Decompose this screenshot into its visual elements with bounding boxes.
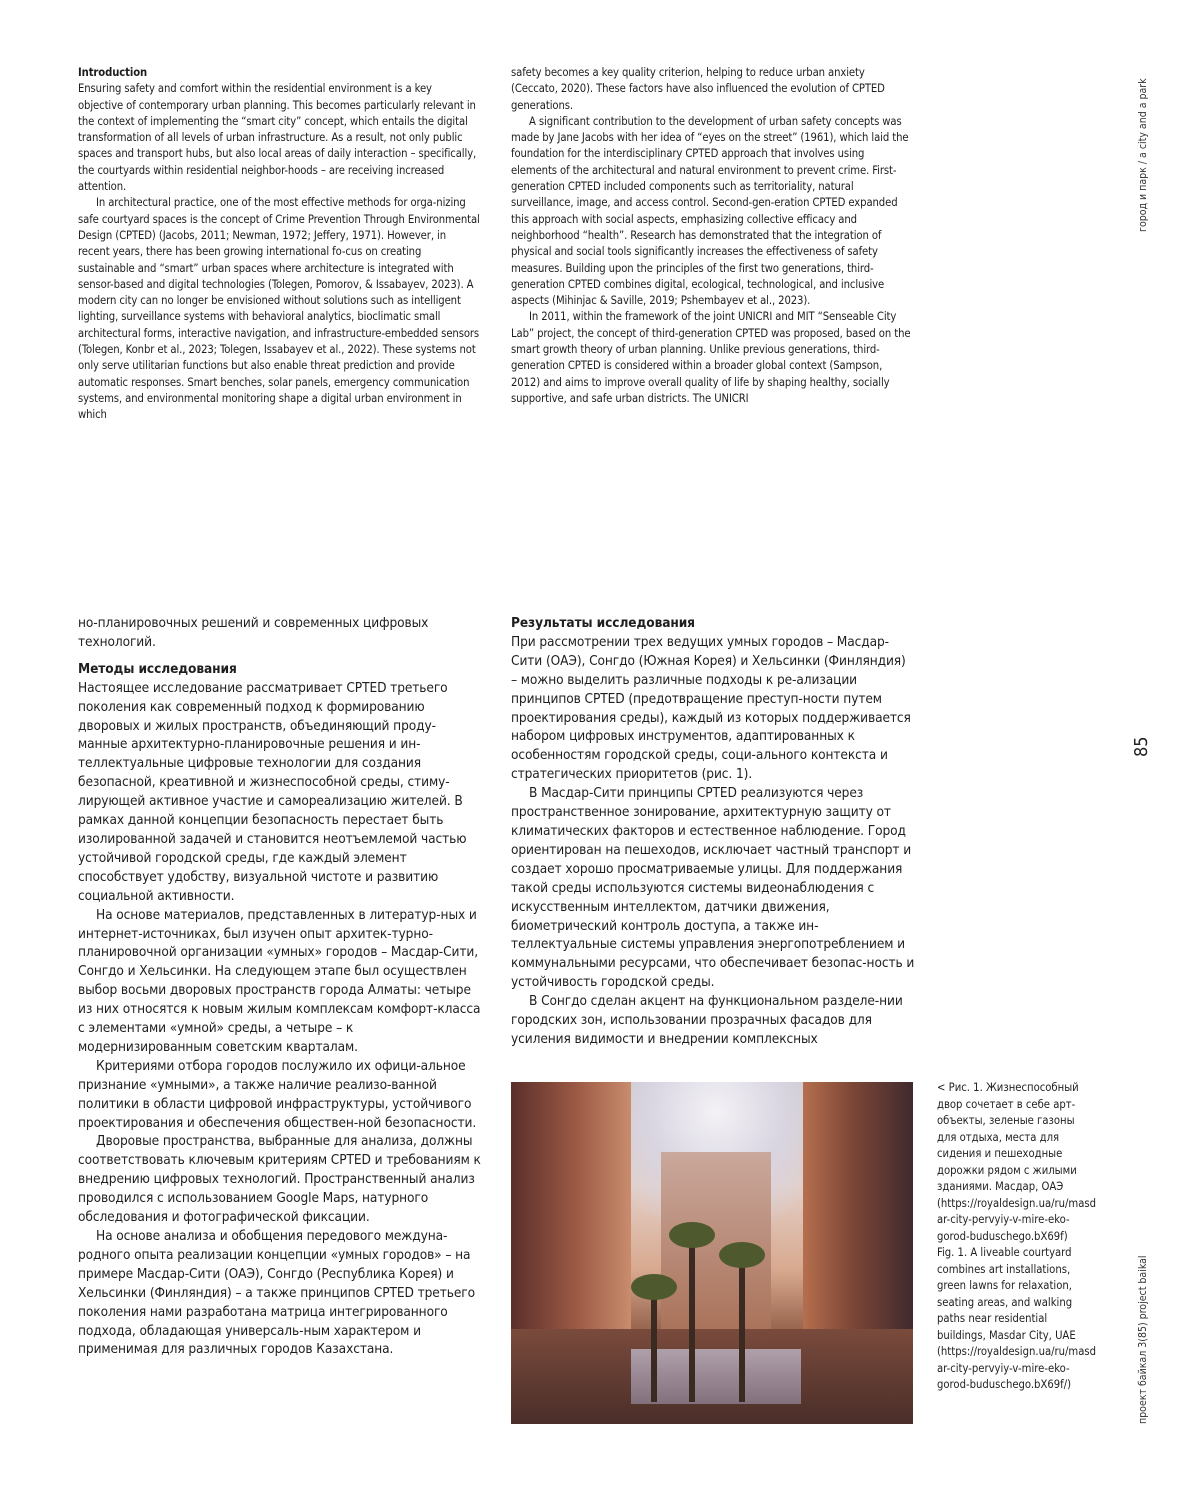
methods-paragraph-1: Настоящее исследование рассматривает CPTED третьего поколения как современный подход к формированию дворовых и жилых пространств, объединяющий проду-манные архитектурно-планировочные решения и ин-теллектуальные цифровые технологии для создания безопасной, креативной и жизнеспособной среды, стиму-лирующей активное участие и самореализацию жителей. В рамках данной концепции безопасность перестает быть изолированной задачей и становится неотъемлемой частью устойчивой городской среды, где каждый элемент способствует удобству, визуальной чистоте и развитию социальной активности. bbox=[78, 679, 467, 904]
methods-paragraph-3: Критериями отбора городов послужило их офици-альное признание «умными», а также наличие реализо-ванной политики в области цифровой инфраструктуры, устойчивого проектирования и обеспечения обществен-ной безопасности. bbox=[78, 1057, 477, 1131]
methods-paragraph-5: На основе анализа и обобщения передового междуна-родного опыта реализации концепции «умных городов» – на примере Масдар-Сити (ОАЭ), Сонгдо (Республика Корея) и Хельсинки (Финляндия) – а также принципов CPTED третьего поколения нами разработана матрица интегрированного подхода, обладающая универсаль-ным характером и применимая для различных городов Казахстана. bbox=[78, 1228, 475, 1358]
methods-heading: Методы исследования bbox=[78, 660, 237, 677]
intro-column-right bbox=[511, 65, 913, 407]
intro-heading: Introduction bbox=[78, 66, 148, 79]
figure-1-photo bbox=[511, 1082, 913, 1424]
jacobs-paragraph: A significant contribution to the development of urban safety concepts was made by Jane Jacobs with her idea of “eyes on the street” (1961), which laid the foundation for the interdisciplinary CPTED approach that involves using elements of the architectural and natural environment to prevent crime. First-generation CPTED included components such as territoriality, natural surveillance, image, and access control. Second-gen-eration CPTED expanded this approach with social aspects, emphasizing collective efficacy and neighborhood “health”. Research has demonstrated that the integration of physical and social tools significantly increases the effectiveness of safety measures. Building upon the principles of the first two generations, third-generation CPTED combines digital, ecological, technological, and inclusive aspects (Mihinjac & Saville, 2019; Pshembayev et al., 2023). bbox=[511, 114, 909, 308]
intro-continuation-paragraph: safety becomes a key quality criterion, helping to reduce urban anxiety (Ceccato, 2020). These factors have also influenced the evolution of CPTED generations. bbox=[511, 66, 885, 112]
journal-title-vertical: проект байкал 3(85) project baikal bbox=[1137, 1255, 1149, 1424]
results-paragraph-2: В Масдар-Сити принципы CPTED реализуются через пространственное зонирование, архитектурную защиту от климатических факторов и естественное наблюдение. Город ориентирован на пешеходов, исключает частный транспорт и создает хорошо просматриваемые улицы. Для поддержания такой среды используются системы видеонаблюдения с искусственным интеллектом, датчики движения, биометрический контроль доступа, а также ин-теллектуальные системы управления энергопотреблением и коммунальными ресурсами, что обеспечивает безопас-ность и устойчивость городской среды. bbox=[511, 785, 915, 991]
results-column bbox=[511, 614, 915, 1049]
intro-paragraph: Ensuring safety and comfort within the residential environment is a key objective of contemporary urban planning. This becomes particularly relevant in the context of implementing the “smart city” concept, which entails the digital transformation of all levels of urban infrastructure. As a result, not only public spaces and transport hubs, but also local areas of daily interaction – specifically, the courtyards within residential neighbor-hoods – are receiving increased attention. bbox=[78, 82, 477, 194]
section-title-vertical: город и парк / a city and a park bbox=[1137, 78, 1149, 232]
unicri-paragraph: In 2011, within the framework of the joint UNICRI and MIT “Senseable City Lab” project, the concept of third-generation CPTED was proposed, based on the smart growth theory of urban planning. Unlike previous generations, third-generation CPTED is considered within a broader global context (Sampson, 2012) and aims to improve overall quality of life by shaping healthy, socially supportive, and safe urban districts. The UNICRI bbox=[511, 310, 911, 405]
methods-column bbox=[78, 614, 482, 1359]
results-paragraph-3: В Сонгдо сделан акцент на функциональном разделе-нии городских зон, использовании прозрачных фасадов для усиления видимости и внедрении комплексных bbox=[511, 993, 903, 1047]
figure-1-caption bbox=[937, 1080, 1097, 1394]
cpted-paragraph: In architectural practice, one of the most effective methods for orga-nizing safe courtyard spaces is the concept of Crime Prevention Through Environmental Design (CPTED) (Jacobs, 2011; Newman, 1972; Jeffery, 1971). However, in recent years, there has been growing international fo-cus on creating sustainable and “smart” urban spaces where architecture is integrated with sensor-based and digital technologies (Tolegen, Pomorov, & Issabayev, 2023). A modern city can no longer be envisioned without solutions such as intelligent lighting, surveillance systems with behavioral analytics, bioclimatic small architectural forms, interactive navigation, and infrastructure-embedded sensors (Tolegen, Konbr et al., 2023; Tolegen, Issabayev et al., 2022). These systems not only serve utilitarian functions but also enable threat prediction and provide automatic responses. Smart benches, solar panels, emergency communication systems, and environmental monitoring shape a digital urban environment in which bbox=[78, 196, 480, 422]
intro-column-left bbox=[78, 65, 480, 424]
continuation-paragraph: но-планировочных решений и современных цифровых технологий. bbox=[78, 615, 429, 650]
caption-en: Fig. 1. A liveable courtyard combines art installations, green lawns for relaxation, seating areas, and walking paths near residential buildings, Masdar City, UAE (https://royaldesign.ua/ru/masdar-city-pervyiy-v-mire-eko-gorod-buduschego.bX69f/) bbox=[937, 1246, 1097, 1391]
methods-paragraph-4: Дворовые пространства, выбранные для анализа, должны соответствовать ключевым критериям CPTED и требованиям к внедрению цифровых технологий. Пространственный анализ проводился с использованием Google Maps, натурного обследования и фотографической фиксации. bbox=[78, 1133, 481, 1226]
results-heading: Результаты исследования bbox=[511, 615, 695, 631]
page-number: 85 bbox=[1131, 736, 1152, 757]
results-paragraph-1: При рассмотрении трех ведущих умных городов – Масдар-Сити (ОАЭ), Сонгдо (Южная Корея) и Хельсинки (Финляндия) – можно выделить различные подходы к ре-ализации принципов CPTED (предотвращение преступ-ности путем проектирования среды), каждый из которых поддерживается набором цифровых инструментов, адаптированных к особенностям городской среды, соци-ального контекста и стратегических приоритетов (рис. 1). bbox=[511, 633, 911, 783]
caption-ru: < Рис. 1. Жизнеспособный двор сочетает в себе арт-объекты, зеленые газоны для отдыха, места для сидения и пешеходные дорожки рядом с жилыми зданиями. Масдар, ОАЭ (https://royaldesign.ua/ru/masdar-city-pervyiy-v-mire-eko-gorod-buduschego.bX69f) bbox=[937, 1081, 1097, 1243]
methods-paragraph-2: На основе материалов, представленных в литератур-ных и интернет-источниках, был изучен опыт архитек-турно-планировочной организации «умных» городов – Масдар-Сити, Сонгдо и Хельсинки. На следующем этапе был осуществлен выбор восьми дворовых пространств города Алматы: четыре из них относятся к новым жилым комплексам комфорт-класса с элементами «умной» среды, а четыре – к модернизированным советским кварталам. bbox=[78, 906, 481, 1055]
